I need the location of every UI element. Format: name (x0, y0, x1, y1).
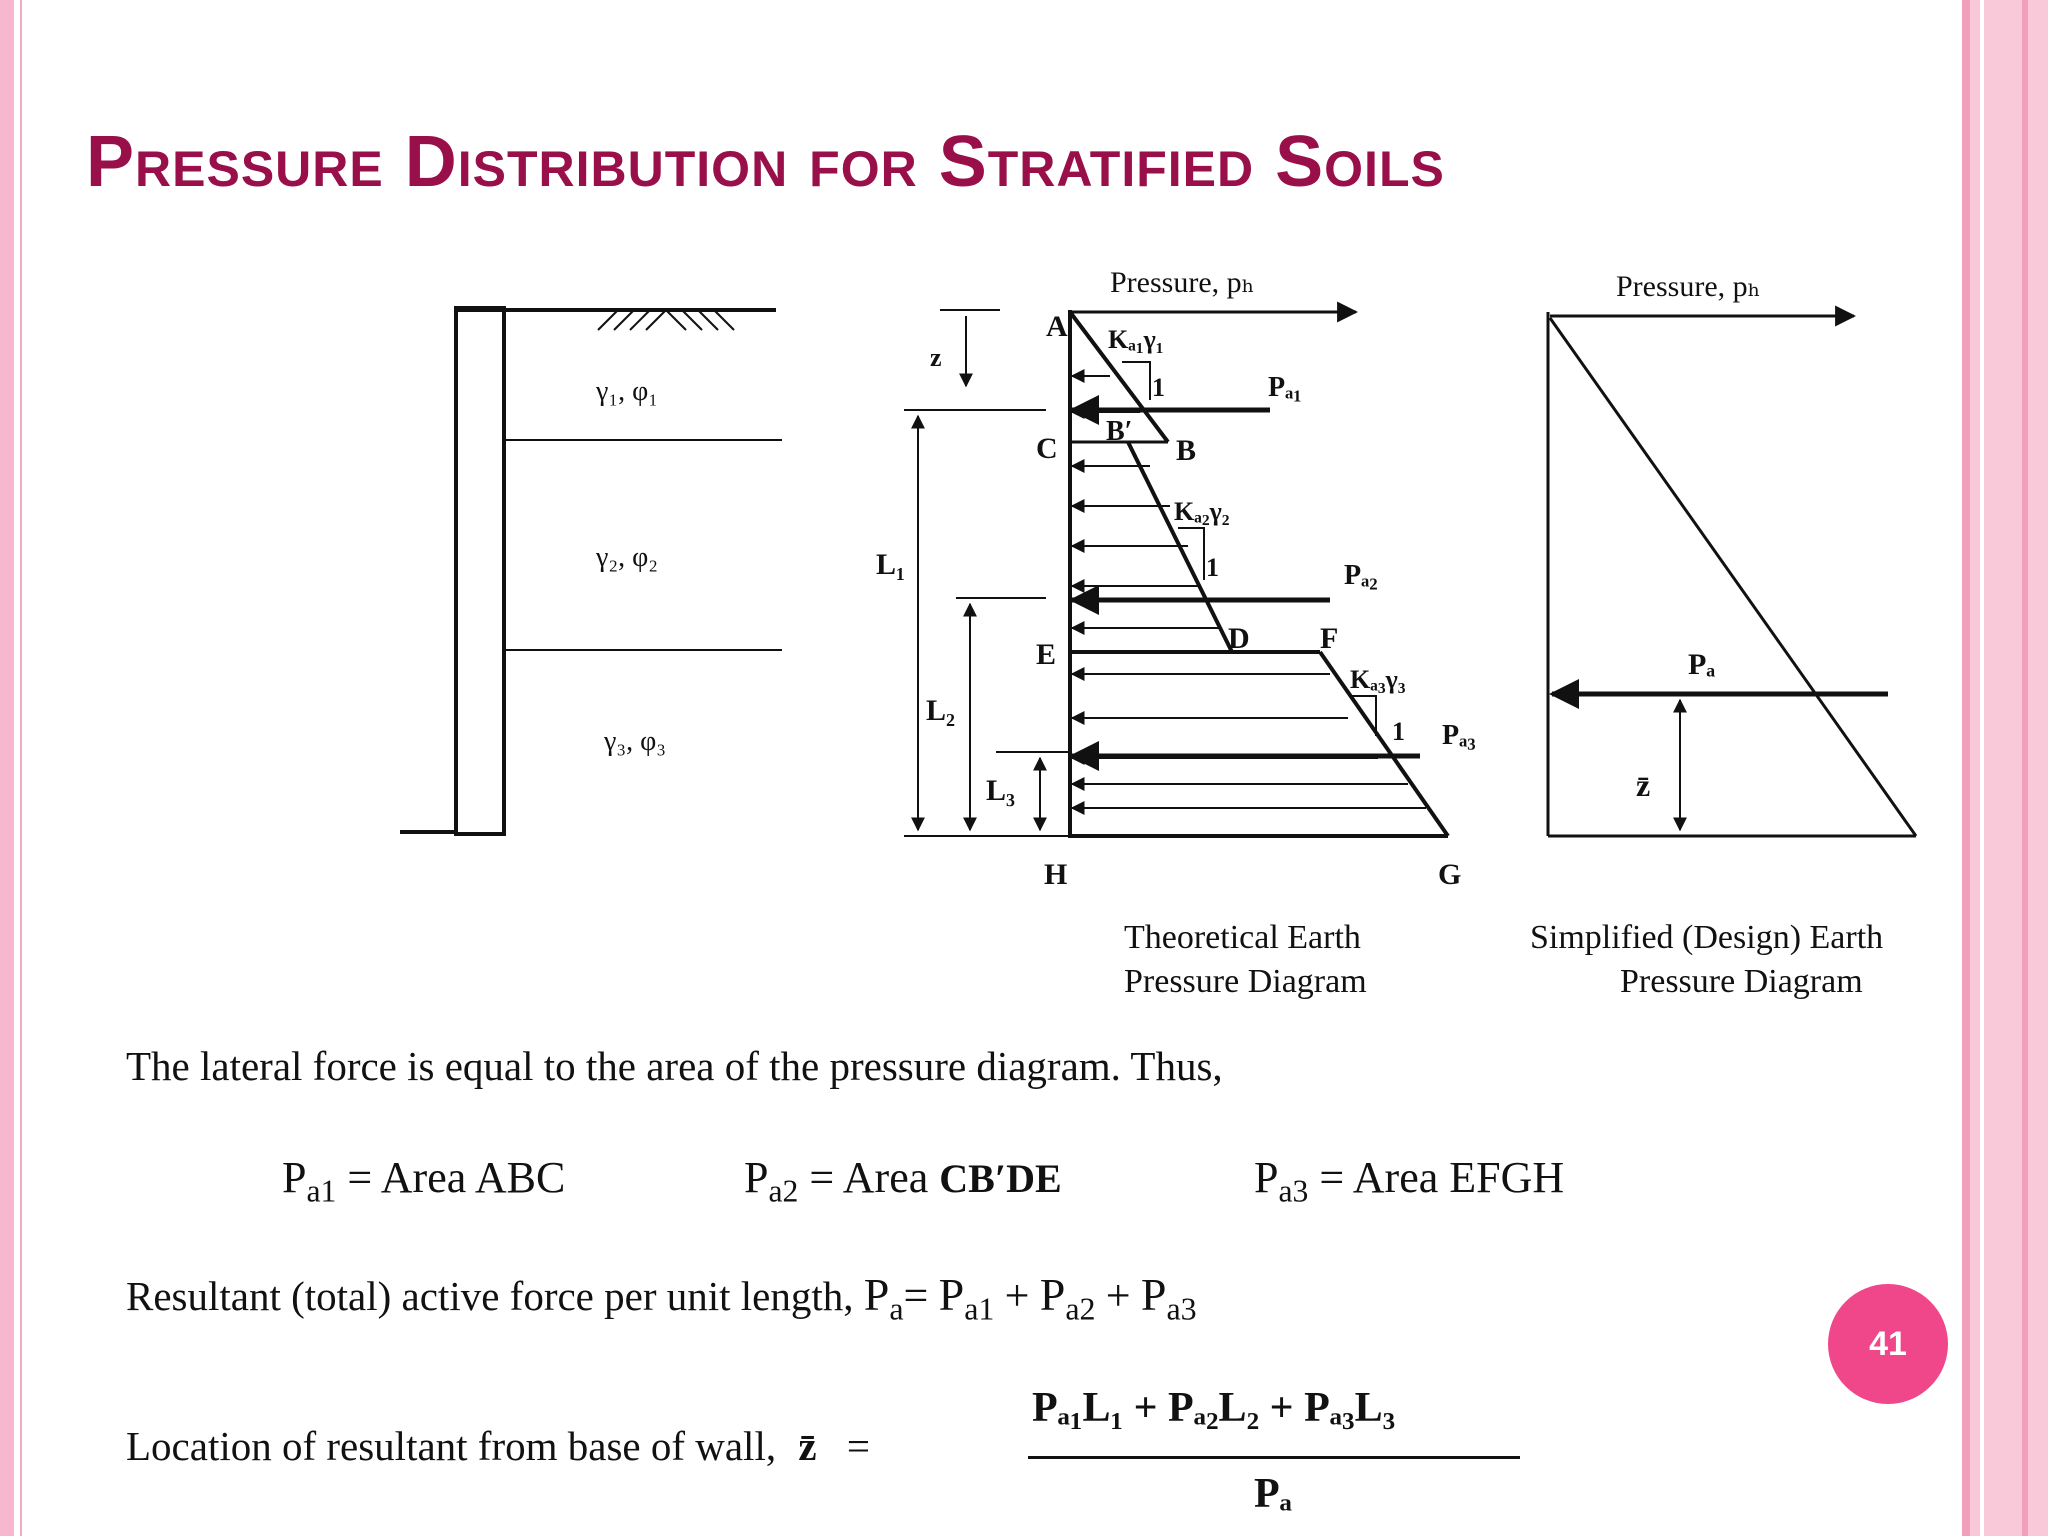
point-G: G (1438, 858, 1462, 891)
simplified-caption-2: Pressure Diagram (1620, 963, 1863, 1000)
fraction-bar (1028, 1456, 1520, 1459)
point-A: A (1046, 310, 1068, 343)
layer3-label: γ₃, φ₃ (604, 726, 667, 757)
slope-k3-label: Kₐ₃γ₃ (1350, 665, 1406, 694)
slope-1-b: 1 (1206, 553, 1219, 582)
point-B: B (1176, 434, 1197, 467)
simplified-pressure-line (1550, 318, 1916, 836)
dim-L2-label: L₂ (926, 694, 956, 727)
force-pa2-label: Pₐ₂ (1344, 560, 1378, 591)
slide-title: Pressure Distribution for Stratified Soils (86, 122, 1445, 202)
location-denominator: Pₐ (1254, 1471, 1292, 1517)
point-F: F (1320, 622, 1339, 655)
equation-pa2: $P_{a2}$ = Area CB′DE (744, 1153, 1062, 1209)
slope-k1-label: Kₐ₁γ₁ (1108, 325, 1164, 354)
simplified-axis-label: Pressure, pₕ (1616, 270, 1761, 303)
zbar-label: z̄ (1636, 767, 1651, 803)
simplified-caption-1: Simplified (Design) Earth (1530, 919, 1884, 956)
equation-pa3: $P_{a3}$ = Area EFGH (1254, 1153, 1565, 1209)
dim-L1-label: L₁ (876, 548, 906, 581)
layer1-label: γ₁, φ₁ (596, 376, 659, 407)
equation-pa1: $P_{a1}$ = Area ABC (282, 1153, 566, 1209)
slope-k2-label: Kₐ₂γ₂ (1174, 497, 1230, 526)
slope-1-a: 1 (1152, 373, 1165, 402)
point-D: D (1228, 622, 1250, 655)
ground-hatch-icon (598, 310, 734, 330)
point-Bprime: B′ (1106, 416, 1133, 447)
location-label: Location of resultant from base of wall, z̄ = (126, 1423, 870, 1469)
simplified-diagram (1548, 312, 1916, 836)
dim-L3-label: L₃ (986, 774, 1016, 807)
soil-profile (400, 308, 782, 834)
point-E: E (1036, 638, 1057, 671)
location-numerator: Pₐ₁L₁ + Pₐ₂L₂ + Pₐ₃L₃ (1032, 1385, 1396, 1431)
resultant-equation: Resultant (total) active force per unit length, $P_a= P_{a1} + P_{a2} + P_{a3}$ (126, 1269, 1197, 1327)
point-C: C (1036, 432, 1058, 465)
dim-z-label: z (930, 343, 942, 372)
slope-triangle-1 (1122, 362, 1150, 400)
theoretical-caption-1: Theoretical Earth (1124, 919, 1361, 956)
intro-text: The lateral force is equal to the area of the pressure diagram. Thus, (126, 1043, 1223, 1089)
layer2-label: γ₂, φ₂ (596, 542, 659, 573)
force-pa3-label: Pₐ₃ (1442, 720, 1476, 751)
force-pa1-label: Pₐ₁ (1268, 372, 1302, 403)
page-number-badge: 41 (1828, 1284, 1948, 1404)
slope-1-c: 1 (1392, 717, 1405, 746)
retaining-wall (456, 308, 504, 834)
resultant-pa-label: Pₐ (1688, 648, 1716, 681)
theoretical-axis-label: Pressure, pₕ (1110, 266, 1255, 299)
point-H: H (1044, 858, 1068, 891)
theoretical-caption-2: Pressure Diagram (1124, 963, 1367, 1000)
